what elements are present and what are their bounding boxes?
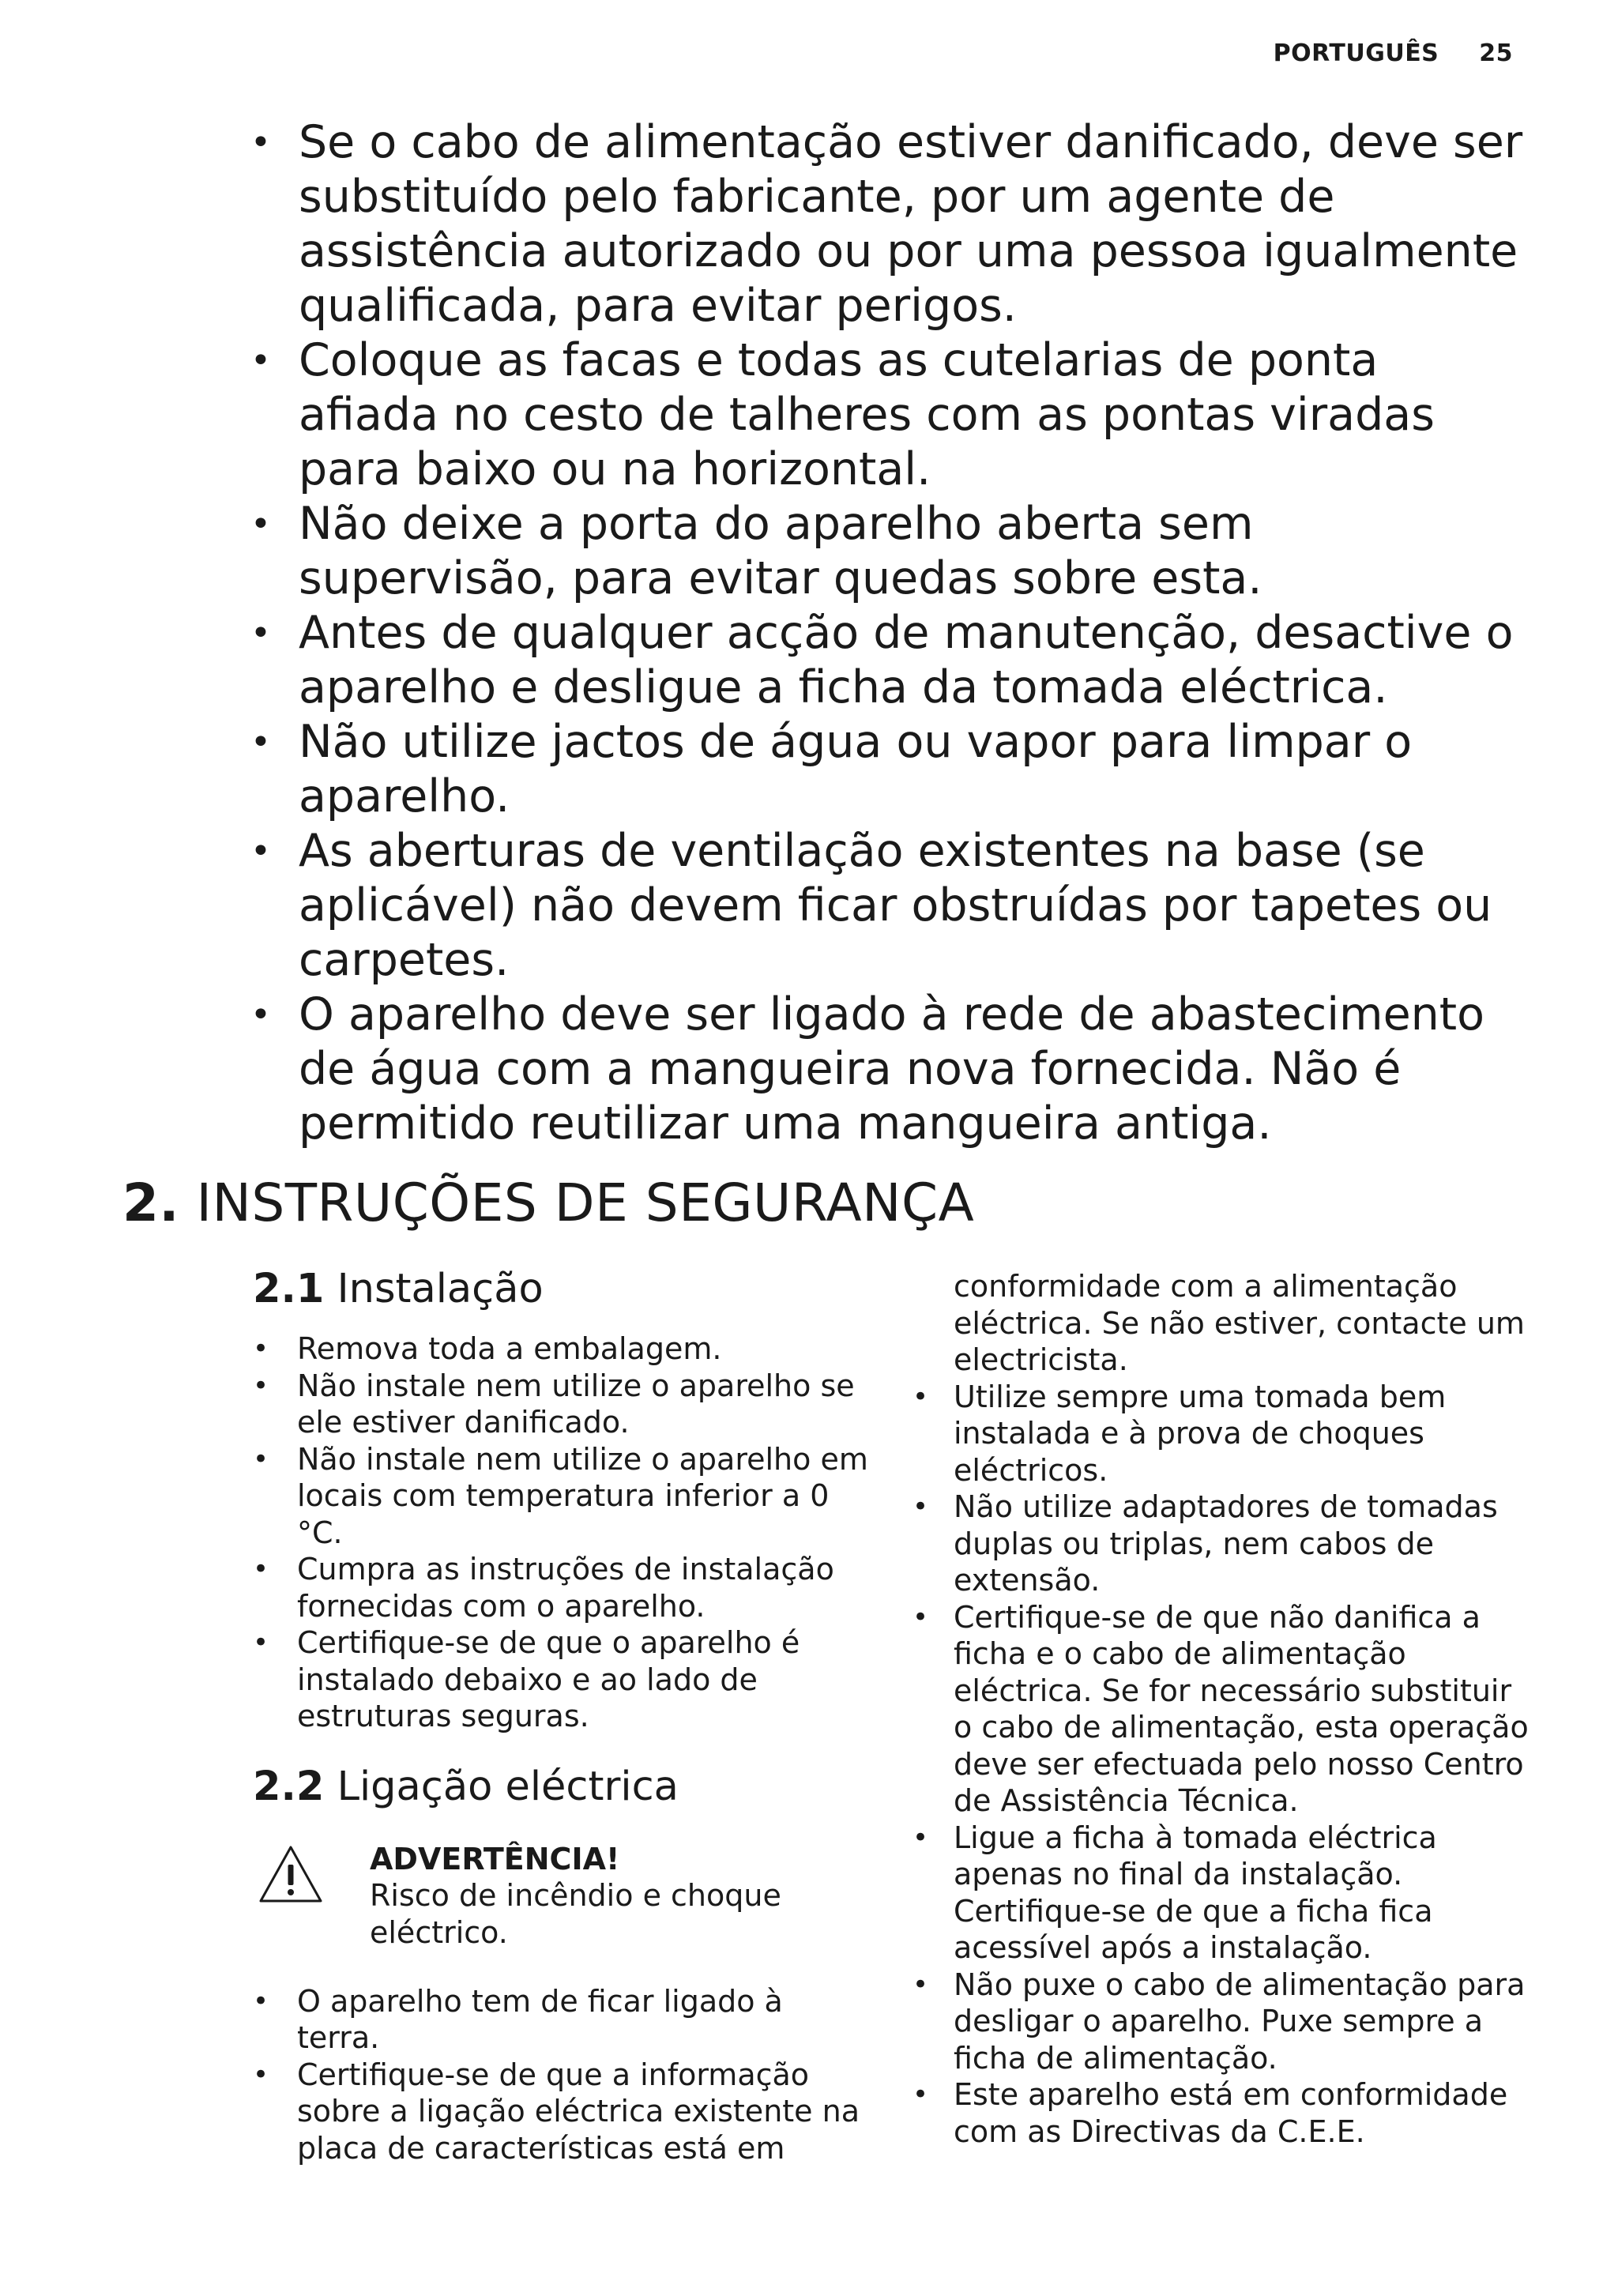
list-item-text: Antes de qualquer acção de manutenção, desactive o aparelho e desligue a ficha da tomada eléctrica.	[299, 607, 1514, 713]
intro-bullet-list	[246, 115, 1526, 1151]
list-item-text: Cumpra as instruções de instalação fornecidas com o aparelho.	[297, 1552, 834, 1624]
list-item	[253, 1331, 869, 1368]
list-item	[253, 2057, 869, 2167]
list-item-text: Certifique-se de que não danifica a ficha e o cabo de alimentação eléctrica. Se for necessário substituir o cabo de alimentação, esta operação deve ser efectuada pelo nosso Centro de Assistência Técnica.	[954, 1599, 1529, 1818]
subsection-title-text: Ligação eléctrica	[337, 1763, 679, 1810]
bullet-icon: •	[912, 1491, 929, 1523]
list-item-text: As aberturas de ventilação existentes na base (se aplicável) não devem ficar obstruídas por tapetes ou carpetes.	[299, 825, 1492, 986]
list-item-text: Utilize sempre uma tomada bem instalada e à prova de choques eléctricos.	[954, 1379, 1447, 1488]
bullet-icon: •	[250, 613, 271, 653]
list-item	[246, 333, 1526, 497]
bullet-icon: •	[250, 995, 271, 1035]
bullet-icon: •	[912, 1821, 929, 1854]
list-item	[246, 497, 1526, 606]
subsection-title-text: Instalação	[337, 1266, 544, 1312]
list-item	[912, 1599, 1530, 1820]
bullet-icon: •	[253, 1985, 269, 2017]
section-number: 2.	[122, 1172, 179, 1233]
list-item-text: Não deixe a porta do aparelho aberta sem supervisão, para evitar quedas sobre esta.	[299, 498, 1262, 604]
electrical-list-left	[253, 1983, 869, 2167]
warning-title: ADVERTÊNCIA!	[370, 1841, 620, 1876]
list-item-text: Não instale nem utilize o aparelho se ele estiver danificado.	[297, 1368, 855, 1440]
bullet-icon: •	[250, 341, 271, 381]
bullet-icon: •	[253, 1333, 269, 1364]
list-item-text: Este aparelho está em conformidade com as Directivas da C.E.E.	[954, 2077, 1508, 2149]
subsection-title-electrical	[253, 1762, 869, 1812]
list-item-text: Ligue a ficha à tomada eléctrica apenas no final da instalação. Certifique-se de que a ficha fica acessível após a instalação.	[954, 1820, 1437, 1965]
bullet-icon: •	[250, 504, 271, 544]
section-title-text: INSTRUÇÕES DE SEGURANÇA	[196, 1172, 975, 1233]
bullet-icon: •	[912, 2079, 929, 2110]
bullet-icon: •	[912, 1601, 929, 1633]
list-item	[246, 115, 1526, 333]
bullet-icon: •	[253, 1369, 269, 1402]
list-item-text: Se o cabo de alimentação estiver danificado, deve ser substituído pelo fabricante, por um agente de assistência autorizado ou por uma pessoa igualmente qualificada, para evitar perigos.	[299, 116, 1523, 332]
page-number: 25	[1479, 40, 1513, 67]
list-item	[912, 1489, 1530, 1599]
list-item	[253, 1368, 869, 1441]
warning-triangle-icon	[258, 1844, 324, 1904]
bullet-icon: •	[250, 122, 271, 163]
bullet-icon: •	[250, 831, 271, 871]
bullet-icon: •	[912, 1968, 929, 2001]
list-item	[253, 1983, 869, 2057]
electrical-list-right	[912, 1379, 1530, 2151]
page-header	[1274, 40, 1513, 67]
bullet-icon: •	[912, 1380, 929, 1413]
list-item	[912, 1379, 1530, 1489]
subsection-title-installation	[253, 1264, 869, 1315]
subsection-number: 2.1	[253, 1266, 325, 1312]
list-item	[253, 1441, 869, 1552]
list-item	[246, 988, 1526, 1151]
left-column	[253, 1264, 869, 2166]
bullet-icon: •	[253, 1553, 269, 1585]
warning-message: Risco de incêndio e choque eléctrico.	[370, 1878, 781, 1950]
installation-list	[253, 1331, 869, 1735]
subsection-number: 2.2	[253, 1763, 325, 1810]
list-item-text: Não utilize jactos de água ou vapor para limpar o aparelho.	[299, 716, 1413, 822]
list-item	[912, 2076, 1530, 2150]
warning-box	[253, 1841, 869, 1952]
list-item	[253, 1551, 869, 1624]
list-item	[246, 606, 1526, 715]
bullet-icon: •	[253, 2058, 269, 2091]
bullet-icon: •	[250, 722, 271, 762]
list-item	[246, 824, 1526, 988]
list-item	[912, 1967, 1530, 2077]
list-item-text: Não instale nem utilize o aparelho em locais com temperatura inferior a 0 °C.	[297, 1441, 868, 1550]
list-item-text: Coloque as facas e todas as cutelarias de ponta afiada no cesto de talheres com as pontas viradas para baixo ou na horizontal.	[299, 334, 1435, 495]
section-title	[122, 1168, 974, 1239]
bullet-icon: •	[253, 1443, 269, 1475]
list-item-text: O aparelho tem de ficar ligado à terra.	[297, 1983, 783, 2055]
warning-text	[370, 1841, 860, 1952]
list-item	[253, 1624, 869, 1735]
list-item-text: Certifique-se de que o aparelho é instalado debaixo e ao lado de estruturas seguras.	[297, 1625, 800, 1733]
bullet-icon: •	[253, 1627, 269, 1658]
list-item	[246, 715, 1526, 824]
list-item-text: Não utilize adaptadores de tomadas duplas ou triplas, nem cabos de extensão.	[954, 1489, 1498, 1598]
right-column	[912, 1268, 1530, 2150]
list-item-text: Certifique-se de que a informação sobre a ligação eléctrica existente na placa de características está em	[297, 2057, 860, 2166]
list-item	[912, 1820, 1530, 1967]
list-item-text: O aparelho deve ser ligado à rede de abastecimento de água com a mangueira nova fornecida. Não é permitido reutilizar uma mangueira antiga.	[299, 988, 1484, 1150]
header-language: PORTUGUÊS	[1273, 40, 1439, 67]
list-item-text: Não puxe o cabo de alimentação para desligar o aparelho. Puxe sempre a ficha de alimentação.	[954, 1967, 1526, 2076]
list-item-text: Remova toda a embalagem.	[297, 1331, 722, 1366]
continuation-text: conformidade com a alimentação eléctrica. Se não estiver, contacte um electricista.	[954, 1269, 1525, 1377]
